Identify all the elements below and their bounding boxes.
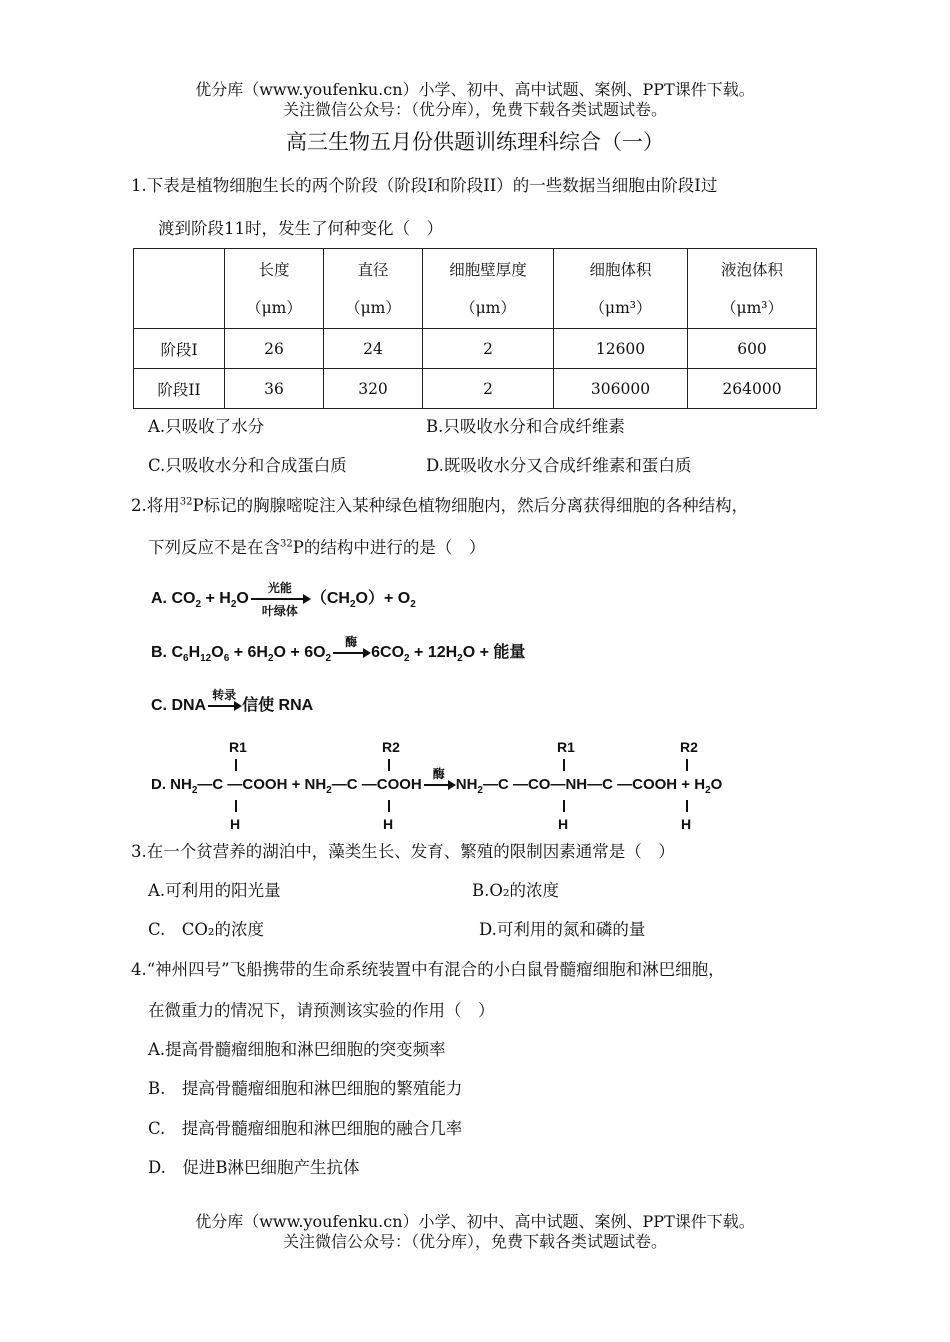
hydrogen-atom: H: [383, 816, 394, 832]
table-header-length: 长度 （μm）: [225, 249, 324, 329]
q4-stem-line2: 在微重力的情况下，请预测该实验的作用（ ）: [148, 1001, 495, 1020]
page-title: 高三生物五月份供题训练理科综合（一）: [286, 130, 664, 154]
table-cell: 24: [324, 329, 423, 369]
bond-line: [388, 759, 390, 771]
table-cell: 12600: [554, 329, 688, 369]
q2-reaction-c: C. DNA 转录 信使 RNA: [151, 687, 314, 714]
table-cell: 306000: [554, 369, 688, 409]
bond-line: [235, 800, 237, 812]
reaction-arrow: 转录: [208, 705, 240, 707]
q4-option-b: B. 提高骨髓瘤细胞和淋巴细胞的繁殖能力: [148, 1079, 463, 1098]
row-label: 阶段I: [134, 329, 225, 369]
q2-stem-line2: 下列反应不是在含$^{32}$P的结构中进行的是（ ）: [148, 538, 486, 557]
r2-group: R2: [680, 739, 698, 755]
q1-option-c: C.只吸收水分和合成蛋白质: [148, 456, 347, 475]
q4-option-a: A.提高骨髓瘤细胞和淋巴细胞的突变频率: [148, 1040, 446, 1059]
reaction-arrow: 酶: [333, 652, 369, 654]
hydrogen-atom: H: [230, 816, 241, 832]
table-row: [134, 329, 817, 369]
table-cell: 320: [324, 369, 423, 409]
r1-group: R1: [557, 739, 575, 755]
q1-option-d: D.既吸收水分又合成纤维素和蛋白质: [426, 456, 692, 475]
r1-group: R1: [229, 739, 247, 755]
table-cell: 2: [423, 329, 554, 369]
q1-data-table: [133, 248, 817, 409]
bond-line: [686, 759, 688, 771]
table-cell: 36: [225, 369, 324, 409]
q3-option-c: C. CO₂的浓度: [148, 920, 265, 939]
q3-stem: 3.在一个贫营养的湖泊中，藻类生长、发育、繁殖的限制因素通常是（ ）: [131, 842, 675, 861]
bond-line: [388, 800, 390, 812]
bond-line: [563, 800, 565, 812]
table-cell: 26: [225, 329, 324, 369]
table-cell: 600: [688, 329, 817, 369]
q4-option-c: C. 提高骨髓瘤细胞和淋巴细胞的融合几率: [148, 1119, 463, 1138]
q2-reaction-a: A. $CO_2 + H_2O$ 光能 叶绿体 $(CH_2O)+ O_2$: [151, 580, 416, 618]
table-header-diameter: 直径 （μm）: [324, 249, 423, 329]
q3-option-d: D.可利用的氮和磷的量: [479, 920, 646, 939]
q2-reaction-b: B. $C_6H_{12}O_6 + 6H_2O + 6O_2$ 酶 $6CO_2 + 12H_2O$ + 能量: [151, 634, 526, 665]
q1-option-b: B.只吸收水分和合成纤维素: [426, 417, 625, 436]
table-cell: 264000: [688, 369, 817, 409]
bond-line: [235, 759, 237, 771]
table-corner-cell: [134, 249, 225, 329]
table-header-cell-volume: 细胞体积 （μm³）: [554, 249, 688, 329]
table-header-wall-thickness: 细胞壁厚度 （μm）: [423, 249, 554, 329]
r2-group: R2: [382, 739, 400, 755]
header-line-1: 优分库（www.youfenku.cn）小学、初中、高中试题、案例、PPT课件下载。: [195, 80, 755, 99]
header-line-2: 关注微信公众号：（优分库），免费下载各类试题试卷。: [282, 100, 667, 119]
q1-option-a: A.只吸收了水分: [148, 417, 265, 436]
bond-line: [686, 800, 688, 812]
q1-stem-line1: 1.下表是植物细胞生长的两个阶段（阶段I和阶段II）的一些数据当细胞由阶段I过: [131, 176, 718, 195]
bond-line: [563, 759, 565, 771]
q3-option-b: B.O₂的浓度: [472, 881, 560, 900]
row-label: 阶段II: [134, 369, 225, 409]
hydrogen-atom: H: [558, 816, 569, 832]
q2-stem-line1: 2.将用$^{32}$P标记的胸腺嘧啶注入某种绿色植物细胞内，然后分离获得细胞的各种结构，: [131, 496, 749, 515]
table-row: [134, 369, 817, 409]
q4-stem-line1: 4.“神州四号”飞船携带的生命系统装置中有混合的小白鼠骨髓瘤细胞和淋巴细胞，: [131, 960, 725, 979]
q1-stem-line2: 渡到阶段11时，发生了何种变化（ ）: [158, 219, 443, 238]
q4-option-d: D. 促进B淋巴细胞产生抗体: [148, 1158, 360, 1177]
reaction-arrow: 酶: [424, 784, 454, 786]
footer-line-2: 关注微信公众号：（优分库），免费下载各类试题试卷。: [282, 1232, 667, 1251]
table-cell: 2: [423, 369, 554, 409]
q3-option-a: A.可利用的阳光量: [148, 881, 281, 900]
footer-line-1: 优分库（www.youfenku.cn）小学、初中、高中试题、案例、PPT课件下载。: [195, 1212, 755, 1231]
reaction-arrow: 光能 叶绿体: [251, 598, 309, 600]
hydrogen-atom: H: [681, 816, 692, 832]
table-header-vacuole-volume: 液泡体积 （μm³）: [688, 249, 817, 329]
